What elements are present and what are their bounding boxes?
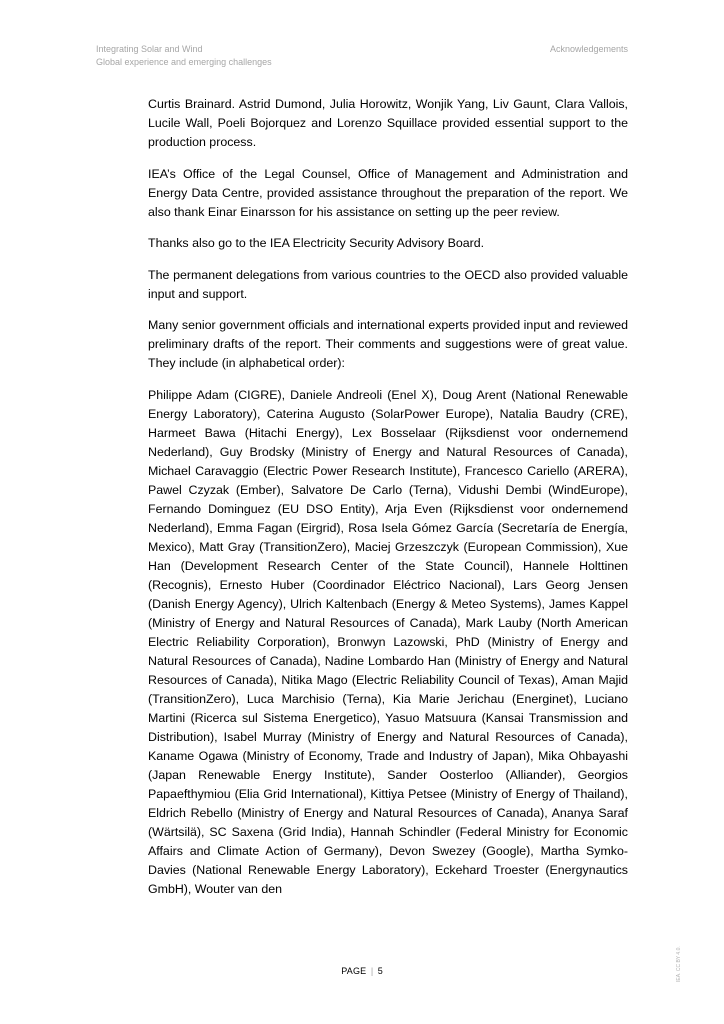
paragraph-advisory-board: Thanks also go to the IEA Electricity Security Advisory Board. [148,236,485,250]
paragraph-iea-offices: IEA’s Office of the Legal Counsel, Office of Management and Administration and Energy Data Centre, provided assistance throughout the preparation of the report. We also thank Einar Einarsson for his assistance on setting up the peer review. [148,166,628,219]
header-title-line-1: Integrating Solar and Wind [96,44,203,54]
header-section-name: Acknowledgements [549,44,628,54]
page-body [148,95,628,911]
page-number: 5 [377,966,383,976]
paragraph-reviewers-intro: Many senior government officials and international experts provided input and reviewed preliminary drafts of the report. Their comments and suggestions were of great value. They include (in alphabetical order): [148,318,628,370]
page-footer [0,966,724,976]
paragraph-permanent-delegations: The permanent delegations from various countries to the OECD also provided valuable input and support. [148,267,628,301]
page-header [96,43,628,71]
paragraph-production-support: Curtis Brainard. Astrid Dumond, Julia Horowitz, Wonjik Yang, Liv Gaunt, Clara Vallois, Lucile Wall, Poeli Bojorquez and Lorenzo Squillace provided essential support to the production process. [148,97,628,149]
header-title-line-2: Global experience and emerging challenges [96,57,272,67]
header-report-title [96,43,272,69]
page-label: PAGE [341,966,367,976]
license-watermark: IEA. CC BY 4.0. [676,946,682,982]
page-separator: | [370,966,374,976]
paragraph-reviewers-list: Philippe Adam (CIGRE), Daniele Andreoli (Enel X), Doug Arent (National Renewable Energy Laboratory), Caterina Augusto (SolarPower Europe), Natalia Baudry (CRE), Harmeet Bawa (Hitachi Energy), Lex Bosselaar (Rijksdienst voor ondernemend Nederland), Guy Brodsky (Ministry of Energy and Natural Resources of Canada), Michael Caravaggio (Electric Power Research Institute), Francesco Cariello (ARERA), Pawel Czyzak (Ember), Salvatore De Carlo (Terna), Vidushi Dembi (WindEurope), Fernando Dominguez (EU DSO Entity), Arja Even (Rijksdienst voor ondernemend Nederland), Emma Fagan (Eirgrid), Rosa Isela Gómez García (Secretaría de Energía, Mexico), Matt Gray (TransitionZero), Maciej Grzeszczyk (European Commission), Xue Han (Development Research Center of the State Council), Hannele Holttinen (Recognis), Ernesto Huber (Coordinador Eléctrico Nacional), Lars Georg Jensen (Danish Energy Agency), Ulrich Kaltenbach (Energy & Meteo Systems), James Kappel (Ministry of Energy and Natural Resources of Canada), Mark Lauby (North American Electric Reliability Corporation), Bronwyn Lazowski, PhD (Ministry of Energy and Natural Resources of Canada), Nadine Lombardo Han (Ministry of Energy and Natural Resources of Canada), Nitika Mago (Electric Reliability Council of Texas), Aman Majid (TransitionZero), Luca Marchisio (Terna), Kia Marie Jerichau (Energinet), Luciano Martini (Ricerca sul Sistema Energetico), Yasuo Matsuura (Kansai Transmission and Distribution), Isabel Murray (Ministry of Energy and Natural Resources of Canada), Kaname Ogawa (Ministry of Economy, Trade and Industry of Japan), Mika Ohbayashi (Japan Renewable Energy Institute), Sander Oosterloo (Alliander), Georgios Papaefthymiou (Elia Grid International), Kittiya Petsee (Ministry of Energy of Thailand), Eldrich Rebello (Ministry of Energy and Natural Resources of Canada), Ananya Saraf (Wärtsilä), SC Saxena (Grid India), Hannah Schindler (Federal Ministry for Economic Affairs and Climate Action of Germany), Devon Swezey (Google), Martha Symko-Davies (National Renewable Energy Laboratory), Eckehard Troester (Energynautics GmbH), Wouter van den [148,387,628,896]
